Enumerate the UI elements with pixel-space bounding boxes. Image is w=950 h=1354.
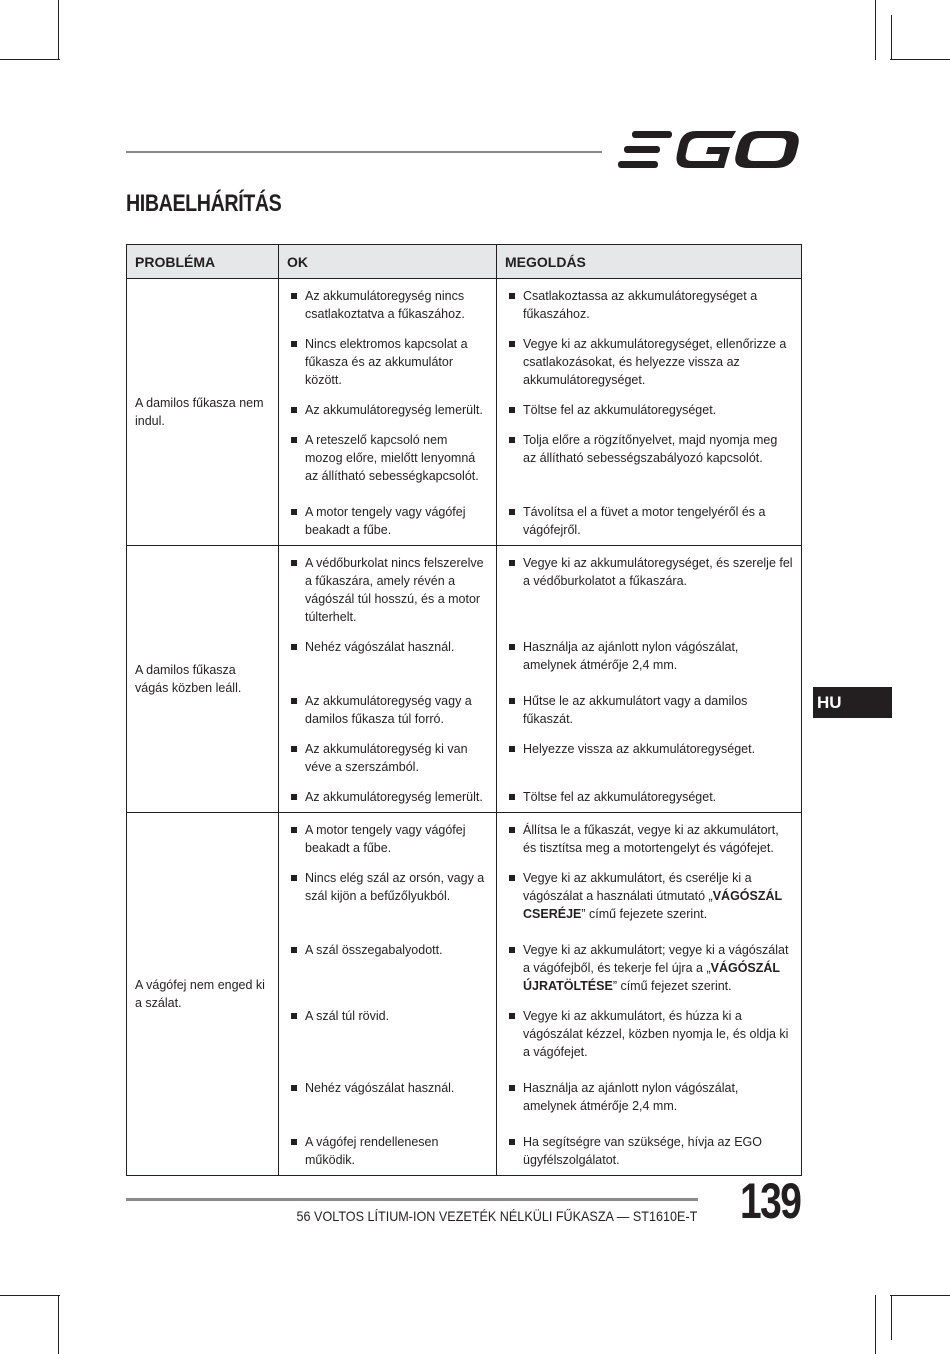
crop-mark: [890, 1295, 950, 1296]
cause-item: Nehéz vágószálat használ.: [289, 638, 488, 656]
cause-item: Az akkumulátoregység ki van véve a szerszámból.: [289, 740, 488, 776]
chapter-reference: VÁGÓSZÁL CSERÉJE: [523, 889, 782, 921]
crop-mark: [891, 1295, 892, 1340]
solution-item: Töltse fel az akkumulátoregységet.: [507, 788, 793, 806]
solution-item: Használja az ajánlott nylon vágószálat, amelynek átmérője 2,4 mm.: [507, 1079, 793, 1115]
ego-logo: [618, 130, 800, 170]
column-header-cause: OK: [279, 245, 497, 279]
crop-mark: [890, 59, 950, 60]
column-header-solution: MEGOLDÁS: [497, 245, 802, 279]
page-title: HIBAELHÁRÍTÁS: [126, 190, 282, 217]
solution-item: Csatlakoztassa az akkumulátoregységet a fűkaszához.: [507, 287, 793, 323]
crop-mark: [58, 0, 59, 60]
cause-item: A szál túl rövid.: [289, 1007, 488, 1025]
crop-mark: [0, 1295, 60, 1296]
solution-item: Távolítsa el a füvet a motor tengelyéről és a vágófejről.: [507, 503, 793, 539]
problem-cell: A damilos fűkasza nem indul.: [127, 279, 279, 546]
crop-mark: [891, 15, 892, 60]
solution-item: Töltse fel az akkumulátoregységet.: [507, 401, 793, 419]
cause-item: A védőburkolat nincs felszerelve a fűkaszára, amely révén a vágószál túl hosszú, és a motor túlterhelt.: [289, 554, 488, 626]
crop-mark: [0, 59, 60, 60]
cause-item: A reteszelő kapcsoló nem mozog előre, mielőtt lenyomná az állítható sebességkapcsolót.: [289, 431, 488, 485]
footer-product-line: 56 VOLTOS LÍTIUM-ION VEZETÉK NÉLKÜLI FŰKASZA — ST1610E-T: [296, 1208, 697, 1224]
solution-item: Tolja előre a rögzítőnyelvet, majd nyomja meg az állítható sebességszabályozó kapcsolót.: [507, 431, 793, 467]
crop-mark: [58, 1295, 59, 1354]
solution-item: Helyezze vissza az akkumulátoregységet.: [507, 740, 793, 758]
solution-item: Vegye ki az akkumulátoregységet, ellenőrizze a csatlakozásokat, és helyezze vissza az akkumulátoregységet.: [507, 335, 793, 389]
cause-item: Az akkumulátoregység vagy a damilos fűkasza túl forró.: [289, 692, 488, 728]
footer-rule: [126, 1198, 698, 1201]
table-row: [127, 813, 802, 864]
table-header-row: [127, 245, 802, 279]
cause-item: Nehéz vágószálat használ.: [289, 1079, 488, 1097]
solution-item: Hűtse le az akkumulátort vagy a damilos fűkaszát.: [507, 692, 793, 728]
table-row: [127, 279, 802, 330]
header-rule: [126, 151, 602, 153]
cause-item: Az akkumulátoregység nincs csatlakoztatva a fűkaszához.: [289, 287, 488, 323]
cause-item: A motor tengely vagy vágófej beakadt a fűbe.: [289, 503, 488, 539]
solution-text: Vegye ki az akkumulátort; vegye ki a vágószálat a vágófejből, és tekerje fel újra a „: [523, 943, 789, 975]
solution-text: ” című fejezete szerint.: [581, 907, 708, 921]
troubleshooting-table: [126, 244, 802, 1176]
page-number: 139: [740, 1173, 801, 1229]
solution-item: [507, 941, 793, 995]
table-row: [127, 546, 802, 633]
solution-item: Ha segítségre van szüksége, hívja az EGO ügyfélszolgálatot.: [507, 1133, 793, 1169]
solution-item: Vegye ki az akkumulátort, és húzza ki a vágószálat kézzel, közben nyomja le, és oldja ki a vágófejet.: [507, 1007, 793, 1061]
cause-item: A motor tengely vagy vágófej beakadt a fűbe.: [289, 821, 488, 857]
solution-item: Vegye ki az akkumulátoregységet, és szerelje fel a védőburkolatot a fűkaszára.: [507, 554, 793, 590]
cause-item: Az akkumulátoregység lemerült.: [289, 788, 488, 806]
solution-text: ” című fejezet szerint.: [612, 979, 732, 993]
chapter-reference: VÁGÓSZÁL ÚJRATÖLTÉSE: [523, 961, 780, 993]
crop-mark: [875, 1295, 876, 1354]
problem-cell: A damilos fűkasza vágás közben leáll.: [127, 546, 279, 813]
cause-item: Nincs elég szál az orsón, vagy a szál kijön a befűzőlyukból.: [289, 869, 488, 905]
cause-item: A vágófej rendellenesen működik.: [289, 1133, 488, 1169]
cause-item: Az akkumulátoregység lemerült.: [289, 401, 488, 419]
problem-cell: A vágófej nem enged ki a szálat.: [127, 813, 279, 1176]
cause-item: A szál összegabalyodott.: [289, 941, 488, 959]
cause-item: Nincs elektromos kapcsolat a fűkasza és az akkumulátor között.: [289, 335, 488, 389]
solution-item: Használja az ajánlott nylon vágószálat, amelynek átmérője 2,4 mm.: [507, 638, 793, 674]
language-tab: HU: [813, 687, 892, 718]
solution-item: [507, 869, 793, 923]
crop-mark: [875, 0, 876, 60]
solution-item: Állítsa le a fűkaszát, vegye ki az akkumulátort, és tisztítsa meg a motortengelyt és vágófejet.: [507, 821, 793, 857]
column-header-problem: PROBLÉMA: [127, 245, 279, 279]
solution-text: Vegye ki az akkumulátort, és cserélje ki a vágószálat a használati útmutató „: [523, 871, 752, 903]
